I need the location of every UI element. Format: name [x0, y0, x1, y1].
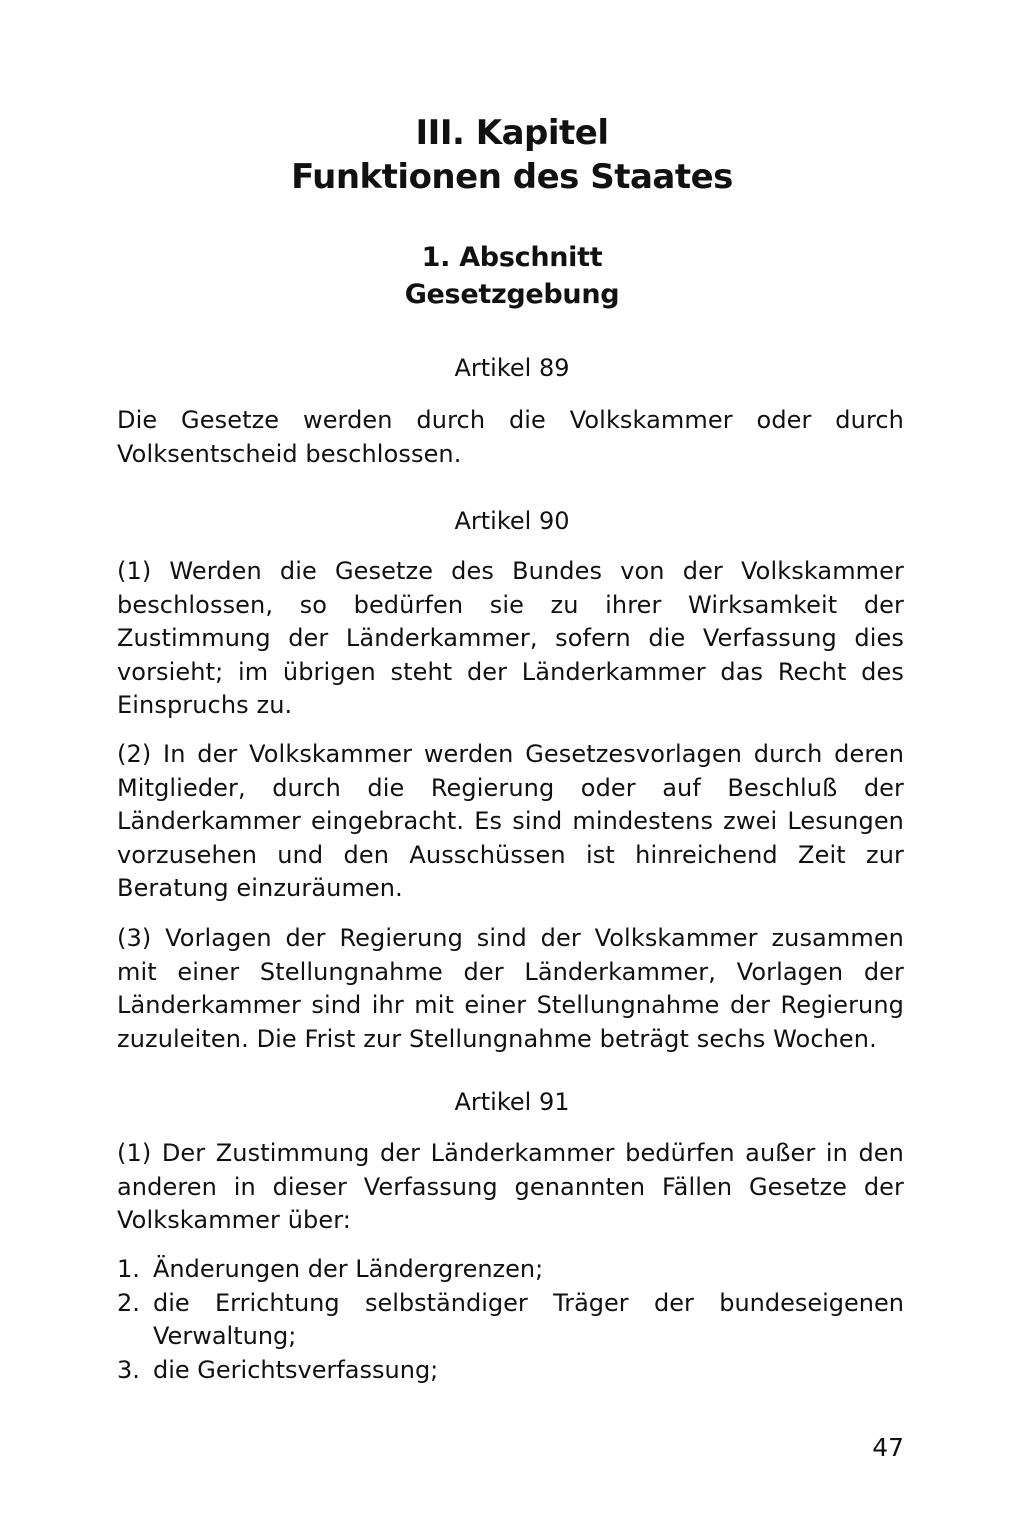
list-item-number: 1.: [117, 1255, 140, 1283]
chapter-title: Funktionen des Staates: [291, 157, 733, 197]
article-91-list: [117, 1253, 904, 1387]
article-90-paragraph-3: (3) Vorlagen der Regierung sind der Volkskammer zusammen mit einer Stellungnahme der Länderkammer, Vorlagen der Länderkammer sind ihr mit einer Stellungnahme der Regierung zuzuleiten. Die Frist zur Stellungnahme beträgt sechs Wochen.: [117, 924, 904, 1053]
article-91-title: Artikel 91: [454, 1088, 570, 1116]
list-item: [117, 1354, 904, 1388]
list-item-text: Änderungen der Ländergrenzen;: [153, 1255, 544, 1283]
article-89-title: Artikel 89: [454, 354, 570, 382]
article-90-paragraph-1: (1) Werden die Gesetze des Bundes von der Volkskammer beschlossen, so bedürfen sie zu ihrer Wirksamkeit der Zustimmung der Länderkammer, sofern die Verfassung dies vorsieht; im übrigen steht der Länderkammer das Recht des Einspruchs zu.: [117, 557, 904, 719]
chapter-number: III. Kapitel: [415, 113, 609, 153]
list-item-number: 2.: [117, 1288, 140, 1317]
article-90-paragraph-2: (2) In der Volkskammer werden Gesetzesvorlagen durch deren Mitglieder, durch die Regierung oder auf Beschluß der Länderkammer eingebracht. Es sind mindestens zwei Lesungen vorzusehen und den Ausschüssen ist hinreichend Zeit zur Beratung einzuräumen.: [117, 740, 904, 902]
article-90-title: Artikel 90: [454, 507, 570, 535]
list-item: [117, 1253, 904, 1287]
list-item-text: die Errichtung selbständiger Träger der bundeseigenen Verwaltung;: [153, 1288, 904, 1350]
article-89-paragraph: Die Gesetze werden durch die Volkskammer oder durch Volksentscheid beschlossen.: [117, 406, 904, 468]
section-title: Gesetzgebung: [404, 279, 620, 310]
article-91-paragraph-1: (1) Der Zustimmung der Länderkammer bedürfen außer in den anderen in dieser Verfassung genannten Fällen Gesetze der Volkskammer über:: [117, 1139, 904, 1234]
list-item-text: die Gerichtsverfassung;: [153, 1355, 439, 1384]
list-item-number: 3.: [117, 1355, 140, 1384]
list-item: [117, 1287, 904, 1354]
section-number: 1. Abschnitt: [421, 242, 603, 273]
page-number: 47: [872, 1433, 904, 1462]
